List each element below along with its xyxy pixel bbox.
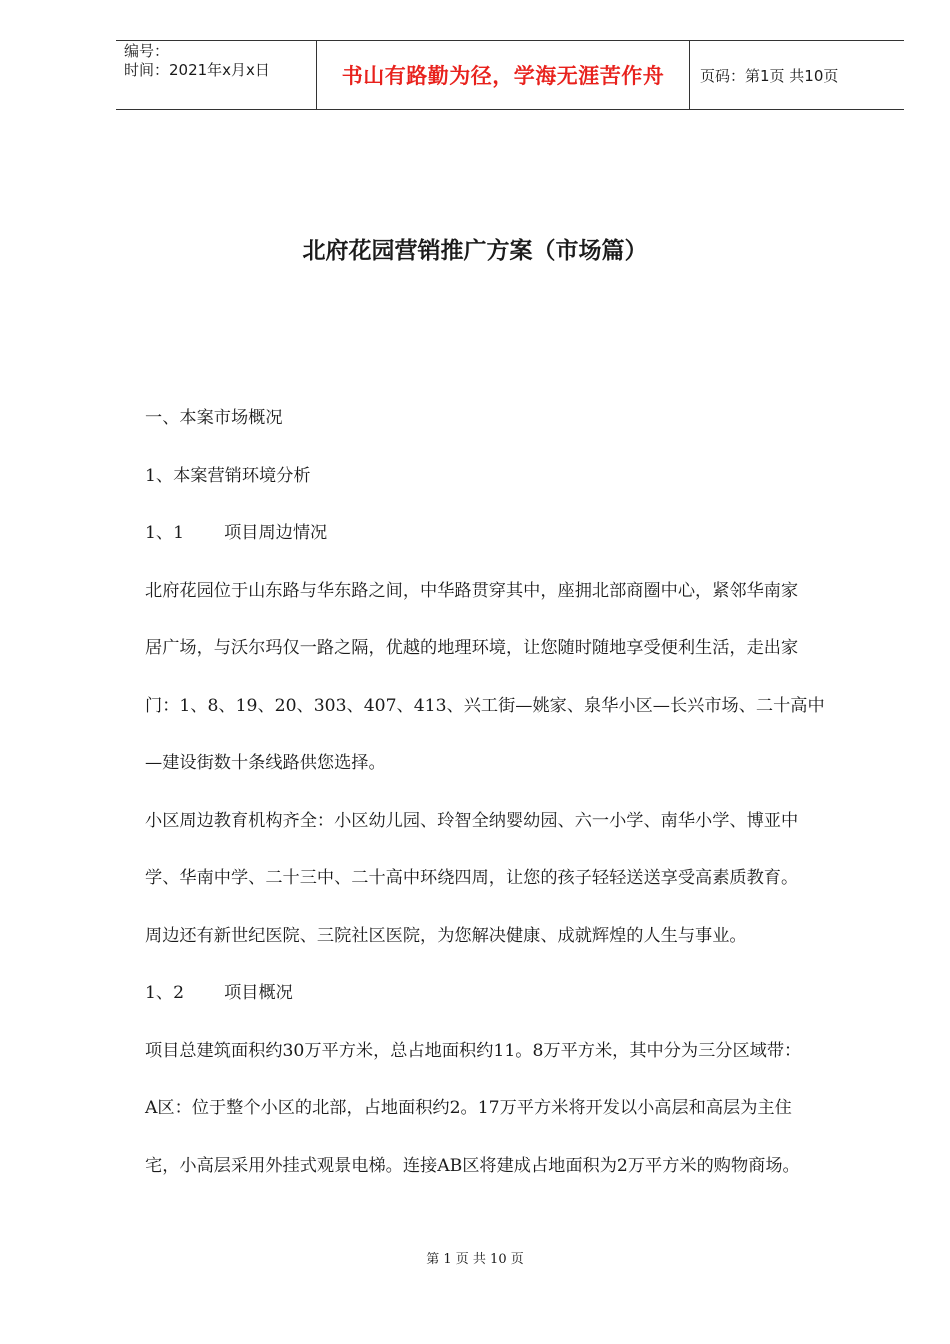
paragraph-line: 小区周边教育机构齐全：小区幼儿园、玲智全纳婴幼园、六一小学、南华小学、博亚中: [145, 810, 799, 831]
subsection-number: 1、1: [145, 523, 185, 543]
document-header: [116, 40, 904, 110]
paragraph-line: 居广场，与沃尔玛仅一路之隔，优越的地理环境，让您随时随地享受便利生活，走出家: [145, 638, 799, 658]
section-heading: 一、本案市场概况: [145, 408, 283, 428]
page-info: 页码：第1页 共10页: [700, 66, 839, 85]
header-motto-cell: [317, 41, 690, 109]
paragraph-line: 周边还有新世纪医院、三院社区医院，为您解决健康、成就辉煌的人生与事业。: [145, 925, 747, 946]
paragraph-line: 北府花园位于山东路与华东路之间，中华路贯穿其中，座拥北部商圈中心，紧邻华南家: [145, 580, 799, 601]
subsection-heading-1-2: [145, 965, 880, 1023]
number-label: 编号：: [124, 42, 170, 60]
document-body: [145, 390, 880, 1195]
header-meta-cell: [116, 41, 317, 109]
subsection-heading-1-1: [145, 505, 880, 563]
paragraph-line: A区：位于整个小区的北部，占地面积约2。17万平方米将开发以小高层和高层为主住: [145, 1098, 792, 1118]
paragraph-line: 宅，小高层采用外挂式观景电梯。连接AB区将建成占地面积为2万平方米的购物商场。: [145, 1155, 800, 1176]
paragraph-line: 学、华南中学、二十三中、二十高中环绕四周，让您的孩子轻轻送送享受高素质教育。: [145, 868, 799, 888]
subsection-heading: 1、本案营销环境分析: [145, 465, 311, 486]
page-footer: 第 1 页 共 10 页: [426, 1252, 524, 1267]
subsection-number: 1、2: [145, 983, 185, 1003]
paragraph-line: 项目总建筑面积约30万平方米，总占地面积约11。8万平方米，其中分为三分区域带：: [145, 1040, 802, 1061]
time-label: 时间：2021年x月x日: [124, 61, 270, 79]
document-title: 北府花园营销推广方案（市场篇）: [302, 238, 648, 264]
header-page-cell: [690, 41, 904, 109]
paragraph-line: —建设街数十条线路供您选择。: [145, 753, 386, 773]
subsection-title: 项目概况: [224, 983, 293, 1003]
motto-text: 书山有路勤为径，学海无涯苦作舟: [341, 64, 665, 88]
paragraph-line: 门：1、8、19、20、303、407、413、兴工街—姚家、泉华小区—长兴市场、二十高中: [145, 695, 825, 716]
subsection-title: 项目周边情况: [224, 523, 328, 543]
